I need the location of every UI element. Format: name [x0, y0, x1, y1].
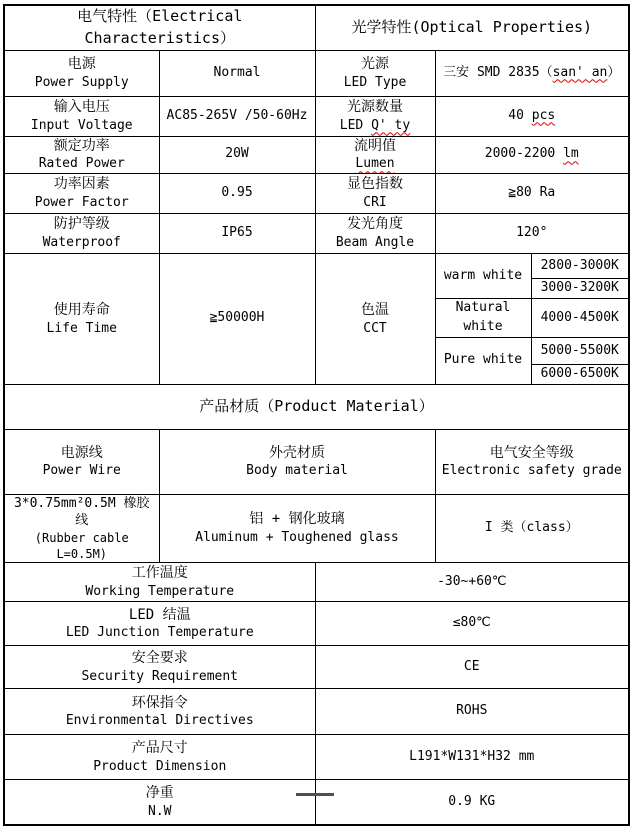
label-cn: 使用寿命	[53, 301, 110, 318]
label-cn: 电源	[67, 55, 96, 72]
label-en: LED Junction Temperature	[65, 625, 254, 641]
waterproof-label	[4, 213, 159, 253]
safety-grade-value: I 类（class）	[435, 494, 629, 562]
label-en: N.W	[148, 803, 172, 819]
value-text: 40	[508, 107, 532, 123]
security-requirement-label	[4, 646, 315, 689]
led-junction-temperature-label	[4, 602, 315, 646]
table-row	[4, 50, 629, 96]
pure-white-k1: 5000-5500K	[531, 337, 629, 364]
cri-value: ≧80 Ra	[435, 173, 629, 213]
rated-power-value: 20W	[159, 136, 315, 173]
table-row	[4, 646, 629, 689]
electrical-section-header: 电气特性（Electrical Characteristics）	[4, 5, 315, 50]
spellcheck-text: pcs	[531, 107, 556, 123]
table-row	[4, 96, 629, 136]
body-material-value	[159, 494, 435, 562]
cri-label	[315, 173, 435, 213]
body-material-label	[159, 429, 435, 494]
environmental-directives-label	[4, 689, 315, 735]
label-en: LED Q' ty	[339, 117, 411, 133]
label-cn: 光源	[361, 55, 389, 72]
label-en: Product Dimension	[93, 758, 227, 774]
label-cn: 外壳材质	[269, 444, 325, 461]
value-line2: Aluminum + Toughened glass	[195, 530, 399, 546]
led-type-label	[315, 50, 435, 96]
value-text: ）	[607, 64, 621, 80]
led-qty-value	[435, 96, 629, 136]
table-row	[4, 689, 629, 735]
table-row	[4, 563, 629, 602]
spellcheck-text: lm	[563, 146, 579, 162]
working-temperature-value: -30~+60℃	[315, 563, 629, 602]
label-en: Input Voltage	[30, 117, 133, 133]
value-text: 三安 SMD 2835（	[443, 64, 553, 80]
led-type-value	[435, 50, 629, 96]
label-en: Environmental Directives	[65, 713, 254, 729]
label-cn: 净重	[145, 784, 174, 801]
label-cn: 产品尺寸	[131, 740, 188, 757]
power-wire-label	[4, 429, 159, 494]
warm-white-k1: 2800-3000K	[531, 253, 629, 278]
label-en: Power Supply	[34, 74, 129, 90]
cct-label	[315, 253, 435, 384]
label-en: Beam Angle	[335, 235, 415, 251]
label-cn: 输入电压	[53, 98, 110, 115]
label-en: Electronic safety grade	[441, 463, 622, 479]
beam-angle-value: 120°	[435, 213, 629, 253]
label-en: Rated Power	[38, 156, 125, 172]
label-en	[319, 155, 432, 173]
spellcheck-text: Q' ty	[371, 117, 411, 133]
label-en: Power Wire	[42, 463, 121, 479]
optical-section-header: 光学特性(Optical Properties)	[315, 5, 629, 50]
table-row	[4, 780, 629, 825]
power-wire-value	[4, 494, 159, 562]
safety-grade-label	[435, 429, 629, 494]
label-cn: 光源数量	[347, 98, 403, 115]
table-row	[4, 213, 629, 253]
spellcheck-text: Lumen	[355, 156, 395, 172]
table-row	[4, 429, 629, 494]
table-row	[4, 136, 629, 173]
table-row	[4, 384, 629, 429]
product-dimension-label	[4, 735, 315, 780]
label-cn: 电气安全等级	[489, 444, 574, 461]
natural-white-k: 4000-4500K	[531, 298, 629, 337]
spellcheck-text: san' an	[552, 64, 608, 80]
value-line2: (Rubber cable L=0.5M)	[34, 530, 129, 562]
value-text: 2000-2200	[484, 146, 564, 162]
value-line1: 铝 + 钢化玻璃	[249, 511, 345, 528]
table-row	[4, 494, 629, 562]
label-cn: 色温	[361, 301, 389, 318]
label-cn: 显色指数	[347, 176, 403, 193]
label-en: Waterproof	[42, 235, 121, 251]
label-en: CCT	[363, 320, 387, 336]
led-junction-temperature-value: ≤80℃	[315, 602, 629, 646]
rated-power-label	[4, 136, 159, 173]
table-row	[4, 173, 629, 213]
label-cn: 流明值	[354, 137, 396, 154]
label-en: Power Factor	[34, 195, 129, 211]
waterproof-value: IP65	[159, 213, 315, 253]
life-time-label	[4, 253, 159, 384]
label-en: Security Requirement	[81, 668, 239, 684]
power-supply-label	[4, 50, 159, 96]
lumen-value	[435, 136, 629, 173]
beam-angle-label	[315, 213, 435, 253]
spec-table	[3, 4, 630, 826]
power-factor-value: 0.95	[159, 173, 315, 213]
pure-white-label: Pure white	[435, 337, 531, 384]
label-en: Body material	[246, 463, 348, 479]
label-cn: 工作温度	[131, 565, 188, 582]
label-cn: 发光角度	[347, 216, 403, 233]
label-cn: LED 结温	[128, 606, 191, 623]
table-row	[4, 253, 629, 278]
natural-white-label: Natural white	[435, 298, 531, 337]
warm-white-label: warm white	[435, 253, 531, 298]
input-voltage-label	[4, 96, 159, 136]
label-cn: 安全要求	[131, 650, 188, 667]
label-cn: 环保指令	[131, 694, 188, 711]
label-cn: 电源线	[60, 444, 103, 461]
lumen-label	[315, 136, 435, 173]
table-row	[4, 5, 629, 50]
working-temperature-label	[4, 563, 315, 602]
label-en: LED Type	[343, 74, 407, 90]
power-factor-label	[4, 173, 159, 213]
label-cn: 额定功率	[53, 137, 110, 154]
net-weight-label	[4, 780, 315, 825]
label-cn: 防护等级	[53, 216, 110, 233]
security-requirement-value: CE	[315, 646, 629, 689]
label-en: Working Temperature	[85, 583, 235, 599]
input-voltage-value: AC85-265V /50-60Hz	[159, 96, 315, 136]
table-row	[4, 602, 629, 646]
material-section-header: 产品材质（Product Material）	[4, 384, 629, 429]
label-cn: 功率因素	[53, 176, 110, 193]
life-time-value: ≧50000H	[159, 253, 315, 384]
label-en: Life Time	[46, 320, 117, 336]
value-line1: 3*0.75mm²0.5M 橡胶线	[13, 495, 150, 529]
product-dimension-value: L191*W131*H32 mm	[315, 735, 629, 780]
led-qty-label	[315, 96, 435, 136]
table-row	[4, 735, 629, 780]
pure-white-k2: 6000-6500K	[531, 364, 629, 384]
warm-white-k2: 3000-3200K	[531, 278, 629, 298]
label-en: CRI	[363, 195, 387, 211]
net-weight-value: 0.9 KG	[315, 780, 629, 825]
environmental-directives-value: ROHS	[315, 689, 629, 735]
power-supply-value: Normal	[159, 50, 315, 96]
